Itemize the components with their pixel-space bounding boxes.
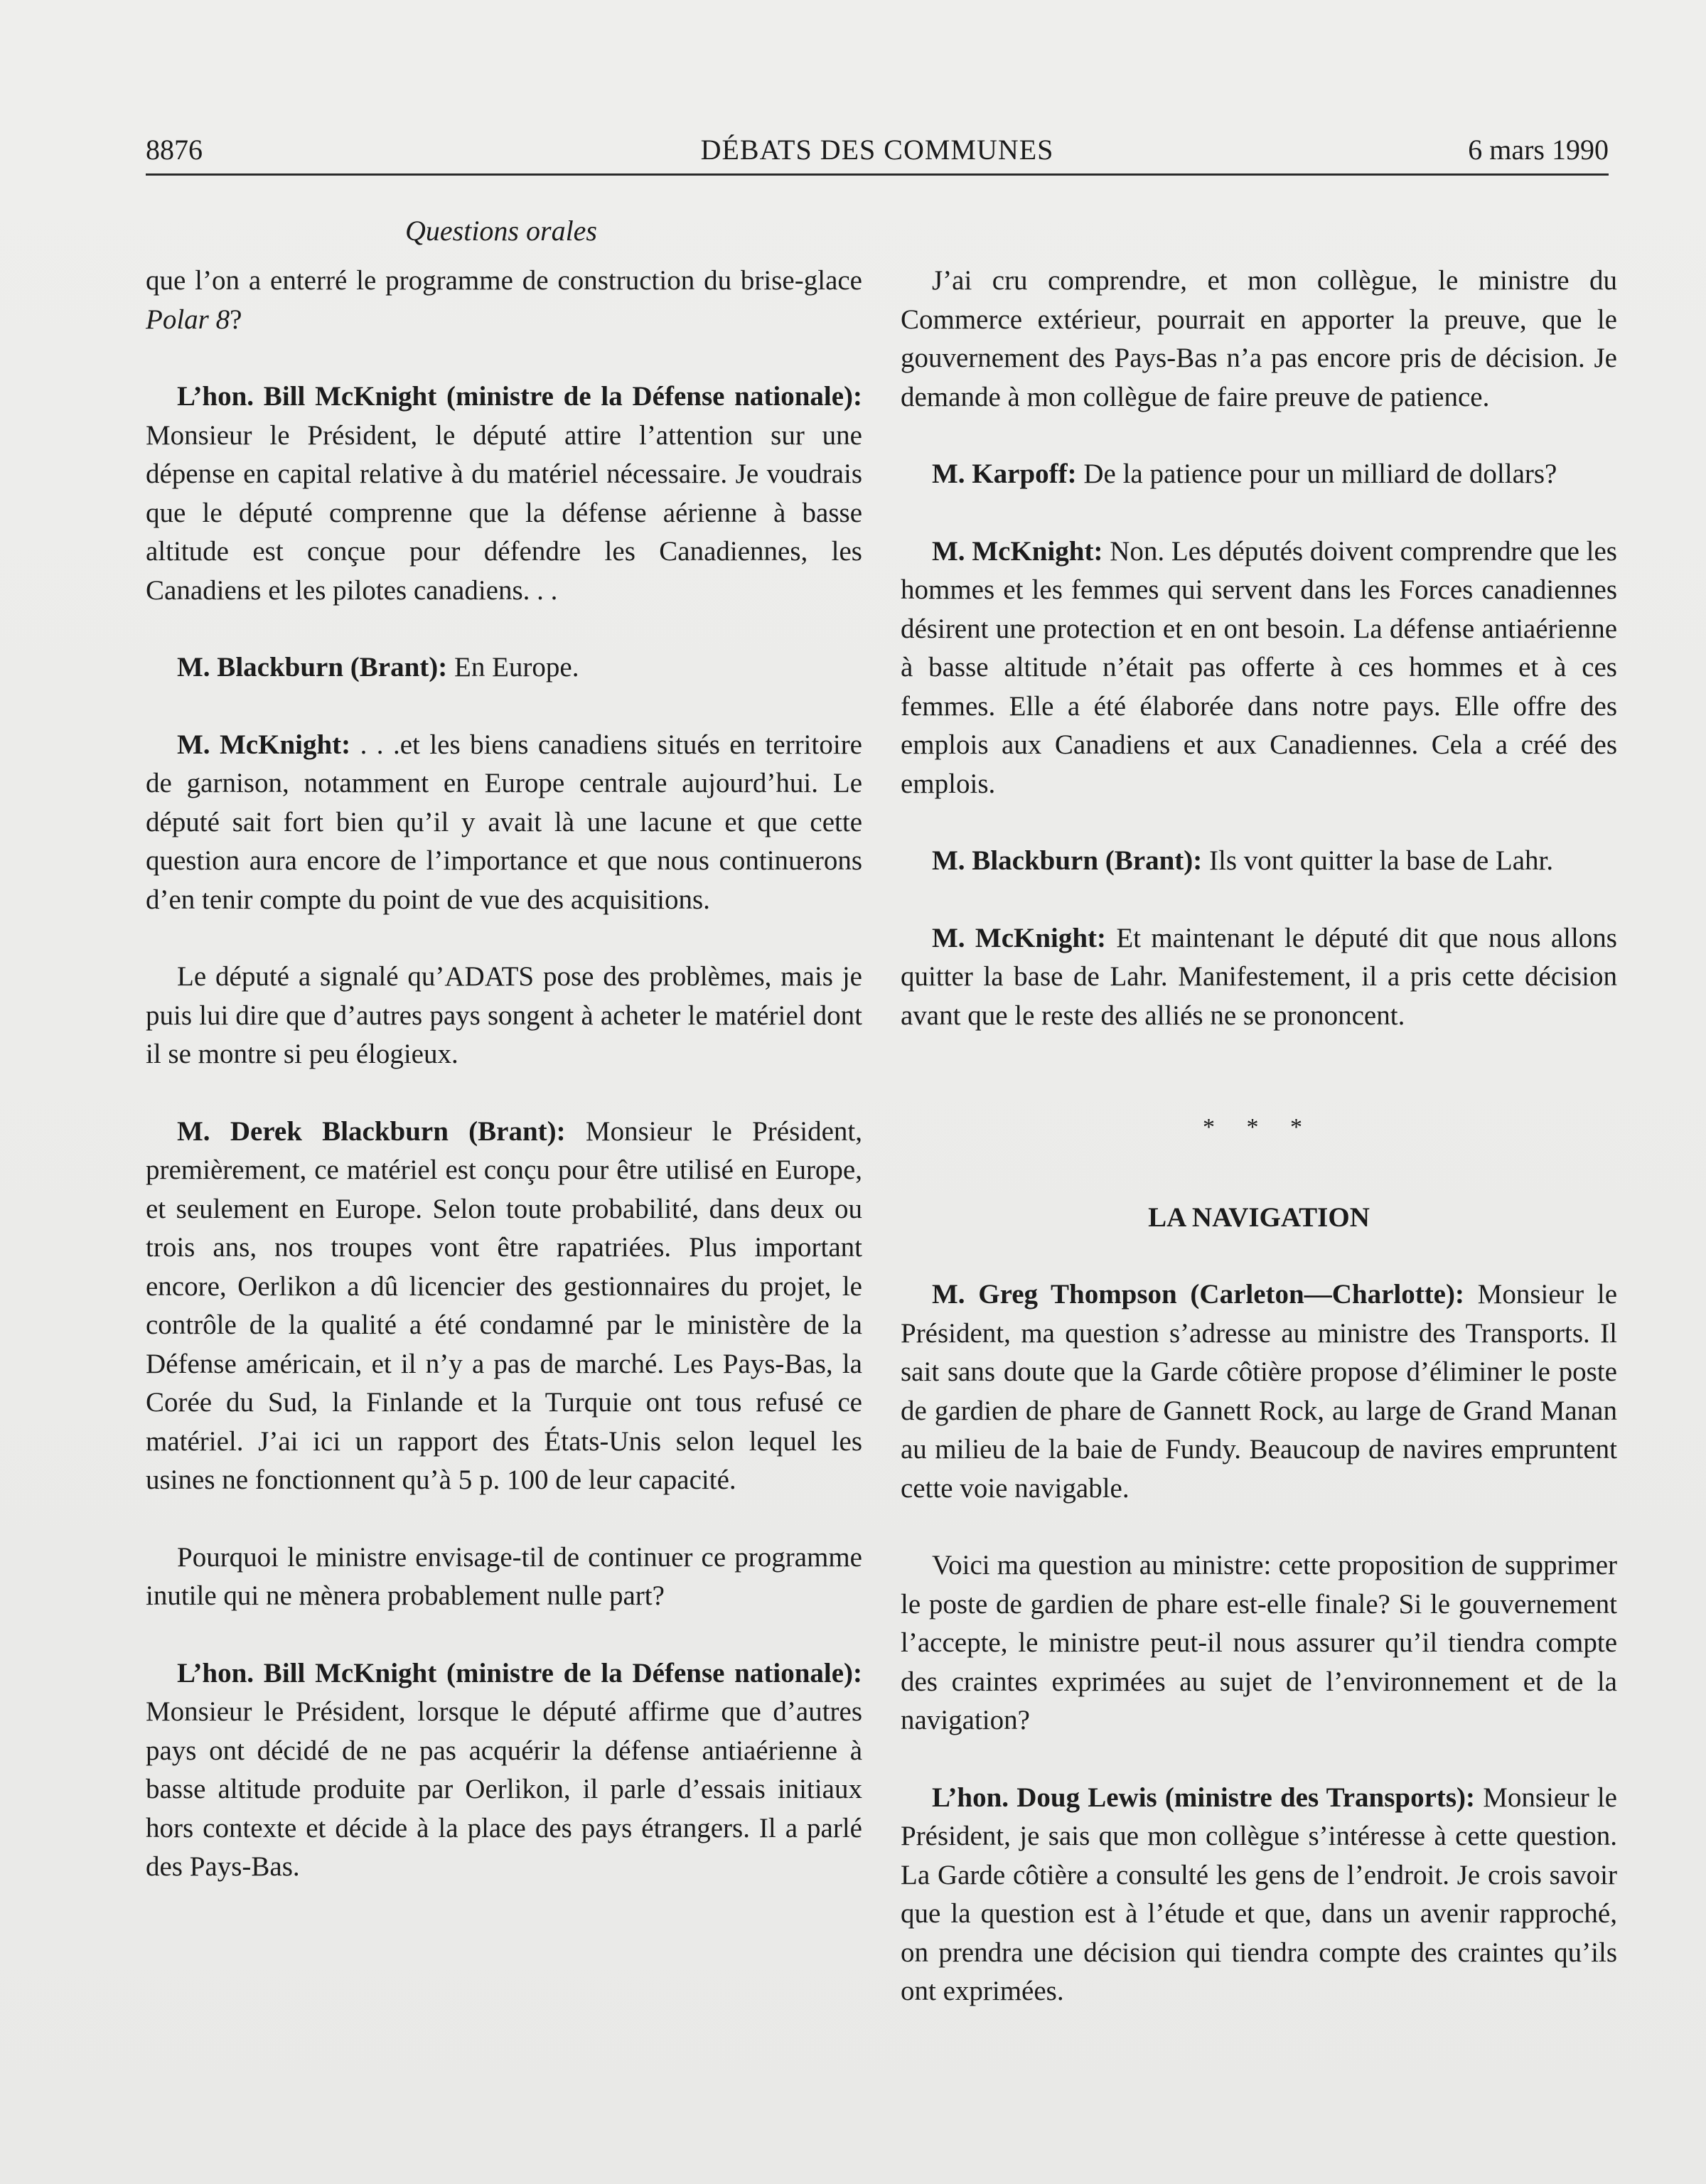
speaker-name: M. Derek Blackburn (Brant): xyxy=(177,1115,566,1147)
speech-paragraph: M. Derek Blackburn (Brant): Monsieur le Président, premièrement, ce matériel est conçu pour être utilisé en Europe, et seulement en Europe. Selon toute probabilité, dans deux ou trois ans, nos troupes vont être rapatriées. Plus important encore, Oerlikon a dû licencier des gestionnaires du projet, le contrôle de la qualité a été condamné par le ministère de la Défense américain, et il n’y a pas de marché. Les Pays-Bas, la Corée du Sud, la Finlande et la Turquie ont tous refusé ce matériel. J’ai ici un rapport des États-Unis selon lequel les usines ne fonctionnent qu’à 5 p. 100 de leur capacité. xyxy=(146,1115,862,1495)
speaker-name: L’hon. Bill McKnight (ministre de la Défense nationale): xyxy=(177,381,862,412)
section-separator: * * * xyxy=(1203,1114,1315,1140)
right-column xyxy=(901,262,1617,2050)
speaker-name: M. Greg Thompson (Carleton—Charlotte): xyxy=(932,1279,1464,1310)
publication-date: 6 mars 1990 xyxy=(1468,134,1609,166)
paragraph: Le député a signalé qu’ADATS pose des problèmes, mais je puis lui dire que d’autres pays songent à acheter le matériel dont il se montre si peu élogieux. xyxy=(146,961,862,1069)
speaker-name: M. McKnight: xyxy=(932,922,1107,953)
speaker-name: M. Blackburn (Brant): xyxy=(932,845,1203,876)
ship-name: Polar 8 xyxy=(146,304,230,335)
speech-paragraph: M. McKnight: Et maintenant le député dit que nous allons quitter la base de Lahr. Manifestement, il a pris cette décision avant que le reste des alliés ne se prononcent. xyxy=(901,922,1617,1031)
speaker-name: L’hon. Bill McKnight (ministre de la Défense nationale): xyxy=(177,1657,862,1688)
speech-paragraph: L’hon. Bill McKnight (ministre de la Défense nationale): Monsieur le Président, lorsque le député affirme que d’autres pays ont décidé de ne pas acquérir la défense antiaérienne à basse altitude produite par Oerlikon, il parle d’essais initiaux hors contexte et décide à la place des pays étrangers. Il a parlé des Pays-Bas. xyxy=(146,1657,862,1882)
section-rubric: Questions orales xyxy=(405,215,597,247)
paragraph: J’ai cru comprendre, et mon collègue, le ministre du Commerce extérieur, pourrait en apporter la preuve, que le gouvernement des Pays-Bas n’a pas encore pris de décision. Je demande à mon collègue de faire preuve de patience. xyxy=(901,265,1617,412)
section-heading: LA NAVIGATION xyxy=(1148,1202,1370,1233)
speech-paragraph: M. McKnight: . . .et les biens canadiens situés en territoire de garnison, notamment en Europe centrale aujourd’hui. Le député sait fort bien qu’il y avait là une lacune et que cette question aura encore de l’importance et que nous continuerons d’en tenir compte du point de vue des acquisitions. xyxy=(146,729,862,915)
page-number: 8876 xyxy=(146,134,203,166)
speech-paragraph: M. Karpoff: De la patience pour un milliard de dollars? xyxy=(932,459,1557,489)
speech-paragraph: M. Blackburn (Brant): En Europe. xyxy=(177,652,579,682)
paragraph: que l’on a enterré le programme de construction du brise-glace Polar 8? xyxy=(146,265,862,335)
running-header xyxy=(146,132,1609,176)
publication-title: DÉBATS DES COMMUNES xyxy=(700,134,1054,166)
speech-paragraph: M. Greg Thompson (Carleton—Charlotte): Monsieur le Président, ma question s’adresse au ministre des Transports. Il sait sans doute que la Garde côtière propose d’éliminer le poste de gardien de phare de Gannett Rock, au large de Grand Manan au milieu de la baie de Fundy. Beaucoup de navires empruntent cette voie navigable. xyxy=(901,1279,1617,1504)
speech-paragraph: L’hon. Bill McKnight (ministre de la Défense nationale): Monsieur le Président, le député attire l’attention sur une dépense en capital relative à du matériel nécessaire. Je voudrais que le député comprenne que la défense aérienne à basse altitude est conçue pour défendre les Canadiennes, les Canadiens et les pilotes canadiens. . . xyxy=(146,381,862,606)
speech-paragraph: M. McKnight: Non. Les députés doivent comprendre que les hommes et les femmes qui servent dans les Forces canadiennes désirent une protection et en ont besoin. La défense antiaérienne à basse altitude n’était pas offerte à ces hommes et à ces femmes. Elle a été élaborée dans notre pays. Elle offre des emplois aux Canadiens et aux Canadiennes. Cela a créé des emplois. xyxy=(901,535,1617,799)
speech-paragraph: M. Blackburn (Brant): Ils vont quitter la base de Lahr. xyxy=(932,845,1554,876)
speaker-name: M. McKnight: xyxy=(932,535,1103,567)
speech-paragraph: L’hon. Doug Lewis (ministre des Transports): Monsieur le Président, je sais que mon collègue s’intéresse à cette question. La Garde côtière a consulté les gens de l’endroit. Je crois savoir que la question est à l’étude et que, dans un avenir rapproché, on prendra une décision qui tiendra compte des craintes qu’ils ont exprimées. xyxy=(901,1782,1617,2006)
speaker-name: M. McKnight: xyxy=(177,729,351,760)
speaker-name: M. Blackburn (Brant): xyxy=(177,652,448,682)
paragraph: Pourquoi le ministre envisage-til de continuer ce programme inutile qui ne mènera probablement nulle part? xyxy=(146,1541,862,1611)
paragraph: Voici ma question au ministre: cette proposition de supprimer le poste de gardien de phare est-elle finale? Si le gouvernement l’accepte, le ministre peut-il nous assurer qu’il tiendra compte des craintes exprimées au sujet de l’environnement et de la navigation? xyxy=(901,1550,1617,1735)
left-column xyxy=(146,262,862,1925)
speaker-name: M. Karpoff: xyxy=(932,459,1077,489)
speaker-name: L’hon. Doug Lewis (ministre des Transports): xyxy=(932,1782,1476,1813)
